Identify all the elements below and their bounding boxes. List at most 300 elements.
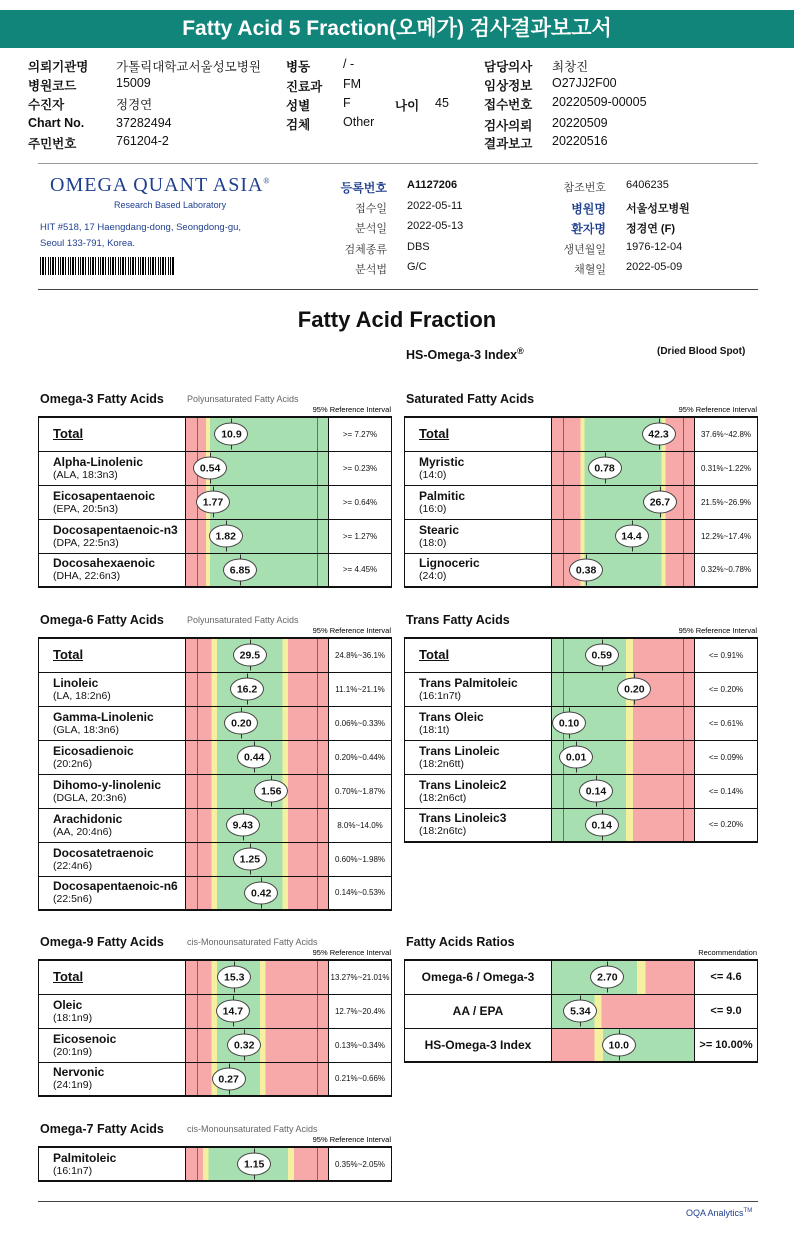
fatty-acid-name: Alpha-Linolenic <box>53 454 143 469</box>
fatty-acid-abbr: (18:0) <box>419 536 447 549</box>
result-value-marker: 0.54 <box>193 457 227 480</box>
result-value-marker: 1.77 <box>196 491 230 514</box>
patient-field-value: 가톨릭대학교서울성모병원 <box>116 60 261 74</box>
main-title: Fatty Acid Fraction <box>297 307 497 332</box>
fatty-acid-abbr: (24:1n9) <box>53 1079 93 1092</box>
fatty-acid-name: Palmitoleic <box>53 1150 117 1165</box>
section-title-trans: Trans Fatty Acids <box>406 613 510 627</box>
patient-field-value: O27JJ2F00 <box>552 76 617 90</box>
scale-marker <box>317 877 318 910</box>
scale-marker <box>197 1029 198 1062</box>
hs-index-title-text: HS-Omega-3 Index <box>406 348 518 363</box>
scale-marker <box>197 1063 198 1096</box>
reference-range: 0.70%~1.87% <box>329 774 392 808</box>
registration-value: 2022-05-11 <box>407 199 463 212</box>
scale-marker <box>683 639 684 672</box>
result-value-marker: 0.10 <box>552 712 586 735</box>
result-row <box>39 553 392 587</box>
result-name-cell <box>39 417 186 451</box>
fatty-acid-abbr: (16:0) <box>419 502 447 515</box>
range-scale <box>186 995 328 1028</box>
result-row <box>405 740 758 774</box>
header-divider <box>38 163 758 164</box>
scale-marker <box>563 418 564 451</box>
fatty-acid-name: Docosapentaenoic-n6 <box>53 879 178 894</box>
range-scale <box>186 961 328 994</box>
result-bar-cell <box>186 960 329 994</box>
reference-range: <= 4.6 <box>695 960 758 994</box>
result-value-marker: 1.82 <box>209 525 243 548</box>
scale-marker <box>683 809 684 842</box>
fatty-acid-name: Dihomo-y-linolenic <box>53 777 161 792</box>
scale-marker <box>683 520 684 553</box>
scale-marker <box>197 673 198 706</box>
reference-range: 13.27%~21.01% <box>329 960 392 994</box>
ratio-name: HS-Omega-3 Index <box>424 1037 532 1052</box>
scale-marker <box>317 1063 318 1096</box>
scale-marker <box>317 961 318 994</box>
result-name-cell <box>405 740 552 774</box>
registration-divider <box>38 289 758 290</box>
result-bar-cell <box>186 485 329 519</box>
result-row <box>405 672 758 706</box>
results-table-trans <box>404 637 758 843</box>
result-bar-cell <box>552 417 695 451</box>
result-name-cell <box>405 706 552 740</box>
scale-marker <box>197 1148 198 1180</box>
result-value-marker: 0.44 <box>237 746 271 769</box>
fatty-acid-name: Trans Linoleic2 <box>419 777 507 792</box>
fatty-acid-abbr: (16:1n7t) <box>419 689 462 702</box>
results-table-omega6 <box>38 637 392 911</box>
section-desc-omega6: Polyunsaturated Fatty Acids <box>187 615 299 625</box>
fatty-acid-abbr: (ALA, 18:3n3) <box>53 468 118 481</box>
patient-field-value: 20220516 <box>552 134 608 148</box>
scale-marker <box>197 877 198 910</box>
results-table-omega9 <box>38 959 392 1097</box>
scale-marker <box>317 741 318 774</box>
result-name-cell <box>39 740 186 774</box>
patient-field-label: 임상정보 <box>484 79 533 93</box>
reference-range: 0.31%~1.22% <box>695 451 758 485</box>
result-bar-cell <box>552 1028 695 1062</box>
registration-label: 생년월일 <box>563 243 606 256</box>
result-name-cell <box>405 808 552 842</box>
scale-marker <box>317 639 318 672</box>
result-value-marker: 6.85 <box>223 558 257 581</box>
reference-interval-label: 95% Reference Interval <box>312 1135 391 1144</box>
specimen-note: (Dried Blood Spot) <box>657 346 746 357</box>
results-table-ratios <box>404 959 758 1063</box>
fatty-acid-abbr: (AA, 20:4n6) <box>53 825 112 838</box>
fatty-acid-name: Arachidonic <box>53 811 123 826</box>
range-scale <box>552 452 694 485</box>
fatty-acid-abbr: (DGLA, 20:3n6) <box>53 791 127 804</box>
scale-marker <box>317 452 318 485</box>
scale-marker <box>683 452 684 485</box>
result-row <box>39 1062 392 1096</box>
result-bar-cell <box>186 672 329 706</box>
reference-range: <= 0.20% <box>695 672 758 706</box>
range-scale <box>186 520 328 553</box>
result-name-cell <box>39 1062 186 1096</box>
fatty-acid-name: Trans Oleic <box>419 709 484 724</box>
registration-value: G/C <box>407 261 427 273</box>
fatty-acid-name: Eicosapentaenoic <box>53 488 156 503</box>
range-scale <box>552 775 694 808</box>
registration-value: 2022-05-13 <box>407 220 464 232</box>
result-value-marker: 15.3 <box>217 966 251 989</box>
reference-range: 0.06%~0.33% <box>329 706 392 740</box>
reference-interval-label: 95% Reference Interval <box>312 626 391 635</box>
fatty-acid-name: Docosapentaenoic-n3 <box>53 522 178 537</box>
patient-field-label: 진료과 <box>286 80 323 94</box>
registration-label: 분석일 <box>355 223 387 235</box>
registration-label: 참조번호 <box>563 182 606 194</box>
ratio-name: AA / EPA <box>452 1004 504 1018</box>
scale-marker <box>317 554 318 587</box>
fatty-acid-name: Lignoceric <box>419 556 480 571</box>
fatty-acid-abbr: (20:2n6) <box>53 757 93 770</box>
patient-field-label: 수진자 <box>28 98 65 112</box>
fatty-acid-abbr: (24:0) <box>419 570 447 583</box>
reference-range: 0.32%~0.78% <box>695 553 758 587</box>
result-name-cell <box>39 553 186 587</box>
fatty-acid-abbr: (DPA, 22:5n3) <box>53 536 119 549</box>
reference-range: 0.14%~0.53% <box>329 876 392 910</box>
result-row <box>39 706 392 740</box>
patient-field-value: Other <box>343 115 375 129</box>
patient-field-label: 성별 <box>286 99 311 113</box>
results-table-omega7 <box>38 1146 392 1182</box>
range-scale <box>552 809 694 842</box>
fatty-acid-abbr: (LA, 18:2n6) <box>53 689 111 702</box>
recommendation-label: Recommendation <box>698 948 757 957</box>
reference-interval-label: 95% Reference Interval <box>312 948 391 957</box>
scale-marker <box>563 775 564 808</box>
reference-range: <= 0.20% <box>695 808 758 842</box>
scale-marker <box>683 673 684 706</box>
fatty-acid-name: Stearic <box>419 522 460 537</box>
patient-field-label: 의뢰기관명 <box>28 60 89 74</box>
section-title-omega9: Omega-9 Fatty Acids <box>40 935 164 949</box>
fatty-acid-abbr: (18:2n6ct) <box>419 791 467 804</box>
registration-label: 환자명 <box>571 222 606 236</box>
result-value-marker: 14.4 <box>615 525 649 548</box>
result-name-cell <box>39 994 186 1028</box>
hs-index-title <box>406 346 524 362</box>
scale-marker <box>197 554 198 587</box>
patient-field-value: / - <box>343 57 355 71</box>
scale-marker <box>317 707 318 740</box>
results-table-saturated <box>404 416 758 588</box>
fatty-acid-name: Trans Palmitoleic <box>419 675 518 690</box>
fatty-acid-name: Trans Linoleic3 <box>419 811 507 826</box>
fatty-acid-abbr: (18:1n9) <box>53 1011 93 1024</box>
result-row <box>405 519 758 553</box>
fatty-acid-abbr: (16:1n7) <box>53 1164 93 1177</box>
result-row <box>39 876 392 910</box>
lab-address-line-2: Seoul 133-791, Korea. <box>40 238 136 249</box>
fatty-acid-abbr: (22:4n6) <box>53 859 93 872</box>
reference-range: >= 0.23% <box>329 451 392 485</box>
result-value-marker: 0.42 <box>244 881 278 904</box>
result-bar-cell <box>186 808 329 842</box>
result-value-marker: 42.3 <box>642 423 676 446</box>
scale-marker <box>197 961 198 994</box>
fatty-acid-name: Eicosenoic <box>53 1031 117 1046</box>
result-bar-cell <box>552 485 695 519</box>
footer-brand-text: OQA Analytics <box>686 1208 744 1218</box>
patient-field-value: 최창진 <box>552 60 589 74</box>
scale-marker <box>197 639 198 672</box>
scale-marker <box>683 418 684 451</box>
patient-field-value: FM <box>343 77 362 91</box>
fatty-acid-abbr: (22:5n6) <box>53 893 93 906</box>
result-row <box>39 638 392 672</box>
patient-age-label: 나이 <box>395 99 420 113</box>
scale-marker <box>317 673 318 706</box>
result-name-cell <box>39 808 186 842</box>
result-row <box>39 808 392 842</box>
reference-range: 11.1%~21.1% <box>329 672 392 706</box>
result-name-cell <box>39 774 186 808</box>
result-row <box>405 553 758 587</box>
fatty-acid-name: Docosahexaenoic <box>53 556 156 571</box>
result-bar-cell <box>186 1028 329 1062</box>
patient-field-label: 결과보고 <box>484 137 533 151</box>
patient-field-value: 37282494 <box>116 116 172 130</box>
footer-brand <box>686 1208 752 1218</box>
result-name-cell <box>405 553 552 587</box>
section-desc-omega7: cis-Monounsaturated Fatty Acids <box>187 1124 318 1134</box>
fatty-acid-name: Total <box>419 426 450 442</box>
scale-marker <box>197 775 198 808</box>
patient-field-label: 검사의뢰 <box>484 119 533 133</box>
patient-age-value: 45 <box>435 96 449 110</box>
reference-range: 12.7%~20.4% <box>329 994 392 1028</box>
reference-range: <= 0.61% <box>695 706 758 740</box>
result-bar-cell <box>552 960 695 994</box>
result-name-cell <box>405 994 552 1028</box>
result-name-cell <box>39 1028 186 1062</box>
scale-marker <box>563 520 564 553</box>
ratio-name: Omega-6 / Omega-3 <box>421 970 535 985</box>
result-row <box>405 1028 758 1062</box>
scale-marker <box>683 486 684 519</box>
result-name-cell <box>405 417 552 451</box>
result-bar-cell <box>552 451 695 485</box>
result-name-cell <box>405 451 552 485</box>
reference-range: 0.20%~0.44% <box>329 740 392 774</box>
result-row <box>405 774 758 808</box>
scale-marker <box>197 418 198 451</box>
result-row <box>405 960 758 994</box>
section-desc-omega9: cis-Monounsaturated Fatty Acids <box>187 937 318 947</box>
patient-field-label: Chart No. <box>28 116 85 130</box>
scale-marker <box>683 741 684 774</box>
result-value-marker: 1.25 <box>233 848 267 871</box>
scale-marker <box>197 707 198 740</box>
scale-marker <box>563 554 564 587</box>
result-row <box>39 672 392 706</box>
fatty-acid-abbr: (14:0) <box>419 468 447 481</box>
lab-logo <box>50 174 271 197</box>
registration-value: 정경연 (F) <box>626 223 675 235</box>
result-value-marker: 0.59 <box>585 644 619 667</box>
fatty-acid-name: Total <box>53 647 84 663</box>
result-value-marker: 16.2 <box>230 678 264 701</box>
scale-marker <box>317 775 318 808</box>
patient-field-value: 15009 <box>116 76 151 90</box>
result-bar-cell <box>552 553 695 587</box>
result-bar-cell <box>186 417 329 451</box>
fatty-acid-abbr: (18:2n6tt) <box>419 757 464 770</box>
registration-value: 1976-12-04 <box>626 240 683 253</box>
result-row <box>405 638 758 672</box>
result-value-marker: 0.20 <box>224 712 258 735</box>
patient-field-value: 20220509 <box>552 116 608 130</box>
fatty-acid-name: Nervonic <box>53 1065 105 1080</box>
patient-field-value: 20220509-00005 <box>552 95 647 109</box>
lab-tagline: Research Based Laboratory <box>114 200 227 210</box>
fatty-acid-name: Docosatetraenoic <box>53 845 154 860</box>
result-value-marker: 0.20 <box>617 678 651 701</box>
scale-marker <box>683 775 684 808</box>
result-value-marker: 0.32 <box>227 1034 261 1057</box>
reference-range: 8.0%~14.0% <box>329 808 392 842</box>
result-name-cell <box>39 960 186 994</box>
scale-marker <box>197 843 198 876</box>
result-name-cell <box>405 774 552 808</box>
result-row <box>39 842 392 876</box>
result-bar-cell <box>186 519 329 553</box>
fatty-acid-name: Oleic <box>53 997 83 1012</box>
result-value-marker: 10.0 <box>602 1033 636 1056</box>
patient-field-label: 담당의사 <box>484 60 533 74</box>
result-name-cell <box>405 672 552 706</box>
range-scale <box>186 1063 328 1096</box>
scale-marker <box>317 418 318 451</box>
registration-value: DBS <box>407 240 430 253</box>
scale-marker <box>563 486 564 519</box>
result-value-marker: 2.70 <box>590 966 624 989</box>
result-row <box>39 451 392 485</box>
fatty-acid-name: Total <box>53 426 84 442</box>
registration-value: A1127206 <box>407 179 458 191</box>
result-row <box>405 485 758 519</box>
result-bar-cell <box>186 553 329 587</box>
fatty-acid-abbr: (DHA, 22:6n3) <box>53 570 121 583</box>
result-name-cell <box>405 519 552 553</box>
result-bar-cell <box>186 706 329 740</box>
hs-index-reg-mark: ® <box>517 346 524 356</box>
result-bar-cell <box>186 1062 329 1096</box>
reference-range: <= 0.09% <box>695 740 758 774</box>
scale-marker <box>197 741 198 774</box>
result-name-cell <box>405 485 552 519</box>
result-value-marker: 10.9 <box>214 423 248 446</box>
result-value-marker: 9.43 <box>226 814 260 837</box>
reference-range: 21.5%~26.9% <box>695 485 758 519</box>
registration-label: 채혈일 <box>574 264 606 276</box>
reference-range: >= 0.64% <box>329 485 392 519</box>
reference-range: <= 9.0 <box>695 994 758 1028</box>
scale-marker <box>317 520 318 553</box>
result-bar-cell <box>186 638 329 672</box>
report-title: Fatty Acid 5 Fraction(오메가) 검사결과보고서 <box>182 17 612 40</box>
fatty-acid-name: Myristic <box>419 454 465 469</box>
result-bar-cell <box>186 740 329 774</box>
result-row <box>39 1147 392 1181</box>
range-scale <box>552 639 694 672</box>
reference-interval-label: 95% Reference Interval <box>312 405 391 414</box>
result-value-marker: 0.01 <box>559 746 593 769</box>
result-row <box>39 960 392 994</box>
lab-address <box>40 220 241 252</box>
patient-field-label: 병동 <box>286 60 311 74</box>
result-name-cell <box>405 638 552 672</box>
reference-interval-label: 95% Reference Interval <box>678 405 757 414</box>
reference-range: 12.2%~17.4% <box>695 519 758 553</box>
result-name-cell <box>405 1028 552 1062</box>
fatty-acid-abbr: (EPA, 20:5n3) <box>53 502 119 515</box>
footer-divider <box>38 1201 758 1202</box>
registration-label: 병원명 <box>571 201 606 216</box>
result-row <box>39 519 392 553</box>
patient-field-value: 정경연 <box>116 98 153 112</box>
result-bar-cell <box>186 876 329 910</box>
lab-reg-mark: ® <box>263 176 271 186</box>
scale-marker <box>317 486 318 519</box>
reference-range: >= 1.27% <box>329 519 392 553</box>
fatty-acid-abbr: (18:1t) <box>419 723 450 736</box>
result-name-cell <box>39 706 186 740</box>
patient-field-value: F <box>343 96 351 110</box>
fatty-acid-name: Total <box>53 969 84 985</box>
registration-value: 2022-05-09 <box>626 261 683 273</box>
result-bar-cell <box>186 1147 329 1181</box>
results-table-omega3 <box>38 416 392 588</box>
reference-range: 0.60%~1.98% <box>329 842 392 876</box>
section-title-omega3: Omega-3 Fatty Acids <box>40 392 164 406</box>
result-bar-cell <box>552 774 695 808</box>
reference-range: >= 10.00% <box>695 1028 758 1062</box>
result-name-cell <box>39 876 186 910</box>
reference-range: >= 4.45% <box>329 553 392 587</box>
result-bar-cell <box>552 808 695 842</box>
section-desc-omega3: Polyunsaturated Fatty Acids <box>187 394 299 404</box>
fatty-acid-name: Eicosadienoic <box>53 743 134 758</box>
result-value-marker: 0.38 <box>569 558 603 581</box>
section-title-saturated: Saturated Fatty Acids <box>406 392 535 406</box>
scale-marker <box>317 843 318 876</box>
patient-field-label: 주민번호 <box>28 137 77 151</box>
result-name-cell <box>39 451 186 485</box>
result-row <box>405 808 758 842</box>
result-row <box>39 740 392 774</box>
reference-range: <= 0.14% <box>695 774 758 808</box>
result-value-marker: 29.5 <box>233 644 267 667</box>
scale-marker <box>317 995 318 1028</box>
range-scale <box>186 418 328 451</box>
result-value-marker: 5.34 <box>563 1000 597 1023</box>
fatty-acid-abbr: (18:2n6tc) <box>419 825 467 838</box>
result-row <box>39 1028 392 1062</box>
scale-marker <box>563 639 564 672</box>
scale-marker <box>683 707 684 740</box>
result-bar-cell <box>552 638 695 672</box>
